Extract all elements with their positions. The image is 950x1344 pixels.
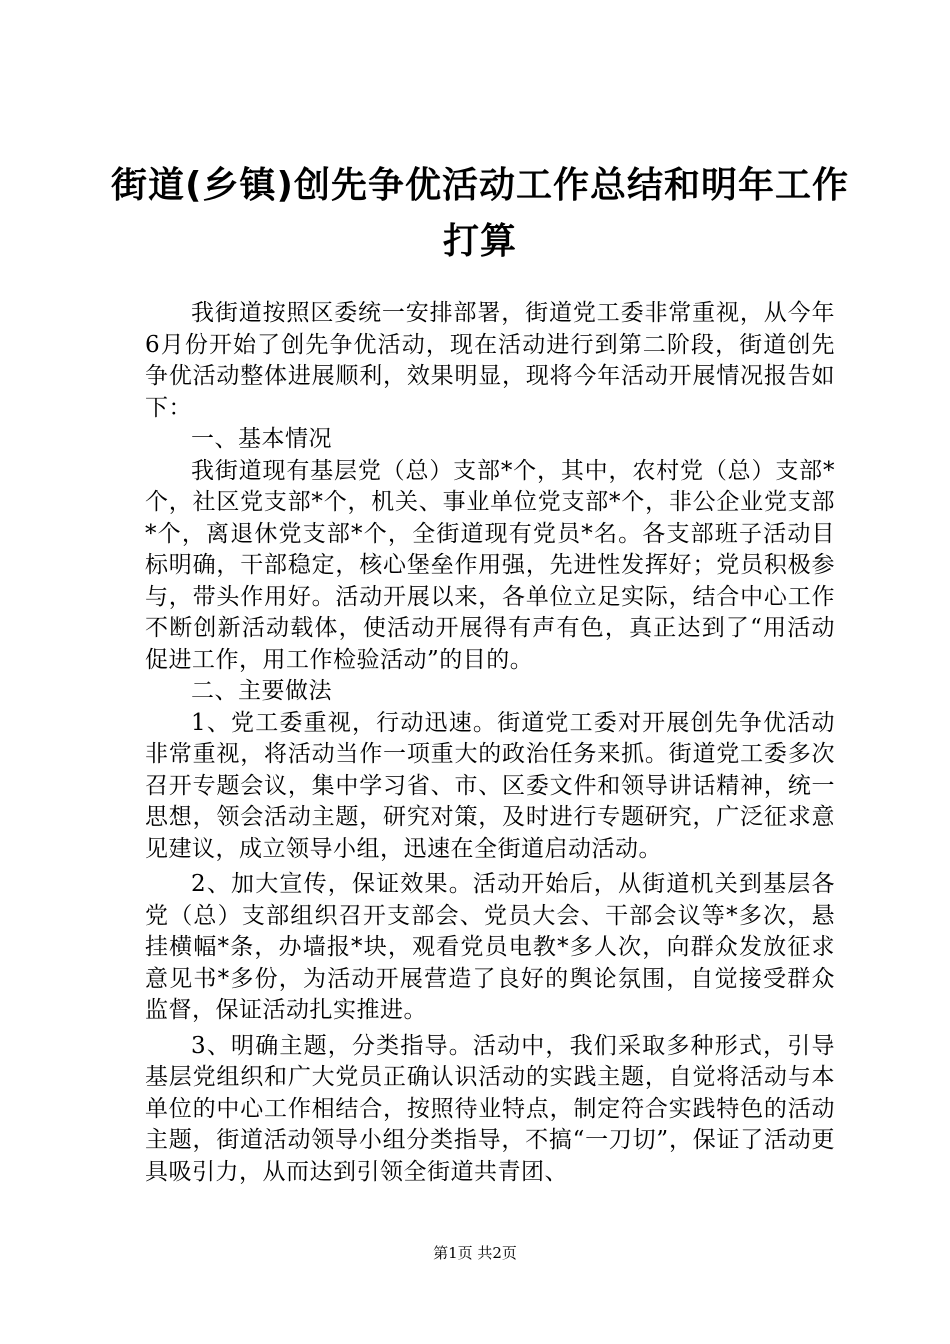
page-footer: 第1页 共2页 [433,1244,517,1262]
document-title [100,158,860,270]
paragraph-method-3: 3、明确主题，分类指导。活动中，我们采取多种形式，引导基层党组织和广大党员正确认识活动的实践主题，自觉将活动与本单位的中心工作相结合，按照待业特点，制定符合实践特色的活动主题，街道活动领导小组分类指导，不搞“一刀切”，保证了活动更具吸引力，从而达到引领全街道共青团、 [145,1032,835,1185]
paragraph-basic-situation: 我街道现有基层党（总）支部*个，其中，农村党（总）支部*个，社区党支部*个，机关、事业单位党支部*个，非公企业党支部*个，离退休党支部*个，全街道现有党员*名。各支部班子活动目标明确，干部稳定，核心堡垒作用强，先进性发挥好；党员积极参与，带头作用好。活动开展以来，各单位立足实际，结合中心工作不断创新活动载体，使活动开展得有声有色，真正达到了“用活动促进工作，用工作检验活动”的目的。 [145,457,835,673]
title-line-2: 打算 [442,221,517,262]
section-heading-basic: 一、基本情况 [191,426,332,452]
document-body [145,298,835,1188]
paragraph-method-2: 2、加大宣传，保证效果。活动开始后，从街道机关到基层各党（总）支部组织召开支部会、党员大会、干部会议等*多次，悬挂横幅*条，办墙报*块，观看党员电教*多人次，向群众发放征求意见书*多份，为活动开展营造了良好的舆论氛围，自觉接受群众监督，保证活动扎实推进。 [145,871,835,1023]
paragraph-method-1: 1、党工委重视，行动迅速。街道党工委对开展创先争优活动非常重视，将活动当作一项重大的政治任务来抓。街道党工委多次召开专题会议，集中学习省、市、区委文件和领导讲话精神，统一思想，领会活动主题，研究对策，及时进行专题研究，广泛征求意见建议，成立领导小组，迅速在全街道启动活动。 [145,709,835,862]
section-heading-methods: 二、主要做法 [191,678,332,704]
paragraph-intro: 我街道按照区委统一安排部署，街道党工委非常重视，从今年6月份开始了创先争优活动，现在活动进行到第二阶段，街道创先争优活动整体进展顺利，效果明显，现将今年活动开展情况报告如下： [145,300,835,421]
title-line-1: 街道(乡镇)创先争优活动工作总结和明年工作 [111,165,849,206]
